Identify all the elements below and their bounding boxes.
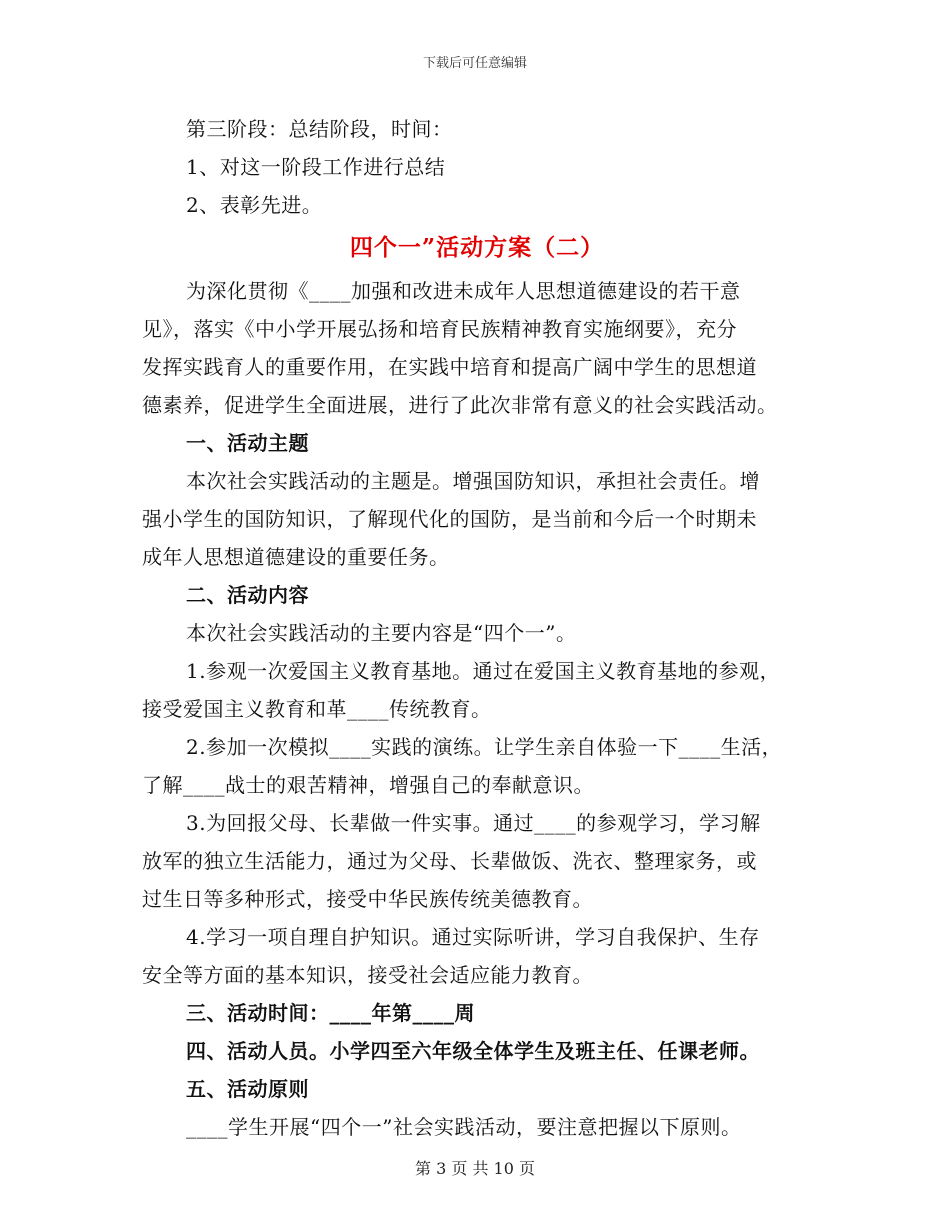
intro-line-1: 为深化贯彻《____加强和改进未成年人思想道德建设的若干意 [186,279,741,303]
page-header-note: 下载后可任意编辑 [422,56,527,71]
content-item-1-line-1: 1.参观一次爱国主义教育基地。通过在爱国主义教育基地的参观， [186,659,781,683]
intro-line-2: 见》，落实《中小学开展弘扬和培育民族精神教育实施纲要》，充分 [142,317,737,341]
stage3-heading: 第三阶段：总结阶段，时间： [186,117,453,141]
content-item-4-line-1: 4.学习一项自理自护知识。通过实际听讲，学习自我保护、生存 [186,925,760,949]
content-heading: 二、活动内容 [186,583,309,607]
intro-line-4: 德素养，促进学生全面进展，进行了此次非常有意义的社会实践活动。 [142,393,778,417]
theme-line-1: 本次社会实践活动的主题是。增强国防知识，承担社会责任。增 [186,469,760,493]
content-item-2-line-1: 2.参加一次模拟____实践的演练。让学生亲自体验一下____生活， [186,735,783,759]
theme-heading: 一、活动主题 [186,431,309,455]
document-body [142,110,812,1146]
content-item-2-line-2: 了解____战士的艰苦精神，增强自己的奉献意识。 [142,773,594,797]
content-item-3-line-1: 3.为回报父母、长辈做一件实事。通过____的参观学习，学习解 [186,811,761,835]
stage3-item-2: 2、表彰先进。 [186,193,323,217]
page-number: 第 3 页 共 10 页 [415,1159,535,1178]
content-item-1-line-2: 接受爱国主义教育和革____传统教育。 [142,697,492,721]
content-item-3-line-2: 放军的独立生活能力，通过为父母、长辈做饭、洗衣、整理家务，或 [142,849,757,873]
stage3-item-1: 1、对这一阶段工作进行总结 [186,155,446,179]
time-heading: 三、活动时间：____年第____周 [186,1001,475,1025]
principles-heading: 五、活动原则 [186,1077,309,1101]
content-intro: 本次社会实践活动的主要内容是“四个一”。 [186,621,577,645]
document-title: 四个一”活动方案（二） [349,234,605,261]
people-heading: 四、活动人员。小学四至六年级全体学生及班主任、任课老师。 [186,1039,760,1063]
intro-line-3: 发挥实践育人的重要作用，在实践中培育和提高广阔中学生的思想道 [142,355,757,379]
content-item-4-line-2: 安全等方面的基本知识，接受社会适应能力教育。 [142,963,593,987]
theme-line-3: 成年人思想道德建设的重要任务。 [142,545,450,569]
theme-line-2: 强小学生的国防知识，了解现代化的国防，是当前和今后一个时期未 [142,507,757,531]
content-item-3-line-3: 过生日等多种形式，接受中华民族传统美德教育。 [142,887,593,911]
principles-line-1: ____学生开展“四个一”社会实践活动，要注意把握以下原则。 [186,1115,742,1139]
